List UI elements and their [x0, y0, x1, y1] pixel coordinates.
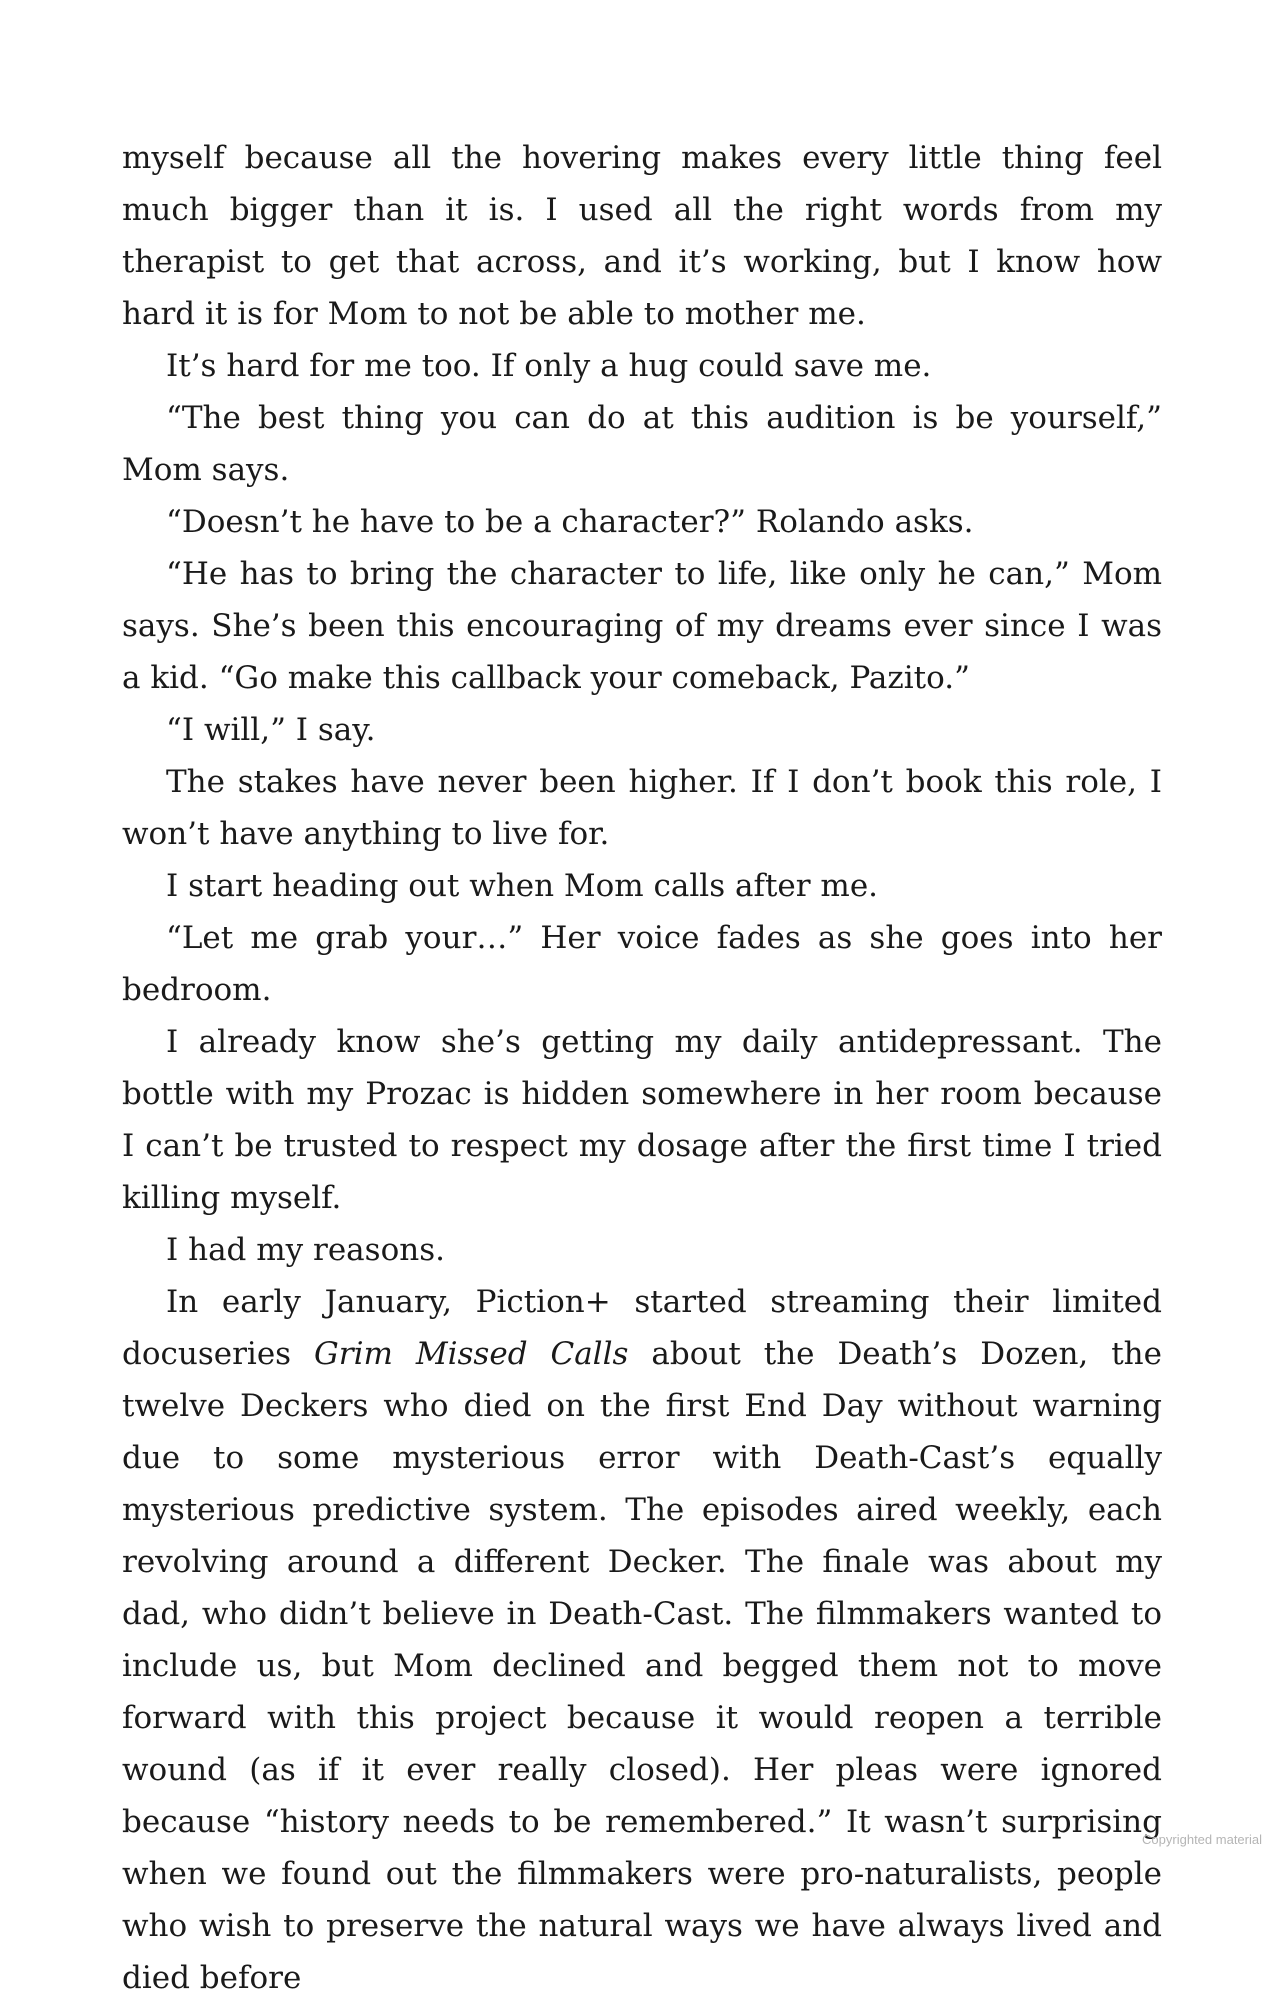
paragraph: “The best thing you can do at this audition is be yourself,” Mom says.: [122, 400, 1162, 488]
paragraph: “Let me grab your…” Her voice fades as she goes into her bedroom.: [122, 920, 1162, 1008]
docuseries-title: Grim Missed Calls: [314, 1336, 629, 1372]
paragraph-text-after-title: about the Death’s Dozen, the twelve Deckers who died on the first End Day without warning due to some mysterious error with Death-Cast’s equally mysterious predictive system. The episodes aired weekly, each revolving around a different Decker. The finale was about my dad, who didn’t believe in Death-Cast. The filmmakers wanted to include us, but Mom declined and begged them not to move forward with this project because it would reopen a terrible wound (as if it ever really closed). Her pleas were ignored because “history needs to be remembered.” It wasn’t surprising when we found out the filmmakers were pro-naturalists, people who wish to preserve the natural ways we have always lived and died before: [122, 1336, 1162, 1996]
paragraph-continued: myself because all the hovering makes every little thing feel much bigger than it is. I used all the right words from my therapist to get that across, and it’s working, but I know how hard it is for Mom to not be able to mother me.: [122, 140, 1162, 332]
body-text: [122, 132, 1162, 2004]
paragraph: The stakes have never been higher. If I don’t book this role, I won’t have anything to live for.: [122, 764, 1162, 852]
paragraph: I already know she’s getting my daily antidepressant. The bottle with my Prozac is hidden somewhere in her room because I can’t be trusted to respect my dosage after the first time I tried killing myself.: [122, 1024, 1162, 1216]
paragraph-docuseries: [122, 1276, 1162, 2004]
paragraph: It’s hard for me too. If only a hug could save me.: [166, 348, 932, 384]
paragraph: I had my reasons.: [166, 1232, 445, 1268]
paragraph: “He has to bring the character to life, like only he can,” Mom says. She’s been this encouraging of my dreams ever since I was a kid. “Go make this callback your comeback, Pazito.”: [122, 556, 1162, 696]
paragraph: “Doesn’t he have to be a character?” Rolando asks.: [166, 504, 974, 540]
paragraph: I start heading out when Mom calls after me.: [166, 868, 879, 904]
copyright-watermark: Copyrighted material: [1142, 1832, 1262, 1847]
paragraph-text-before-title: In early January, Piction+ started streaming their limited docuseries: [122, 1284, 1162, 1372]
paragraph: “I will,” I say.: [166, 712, 376, 748]
